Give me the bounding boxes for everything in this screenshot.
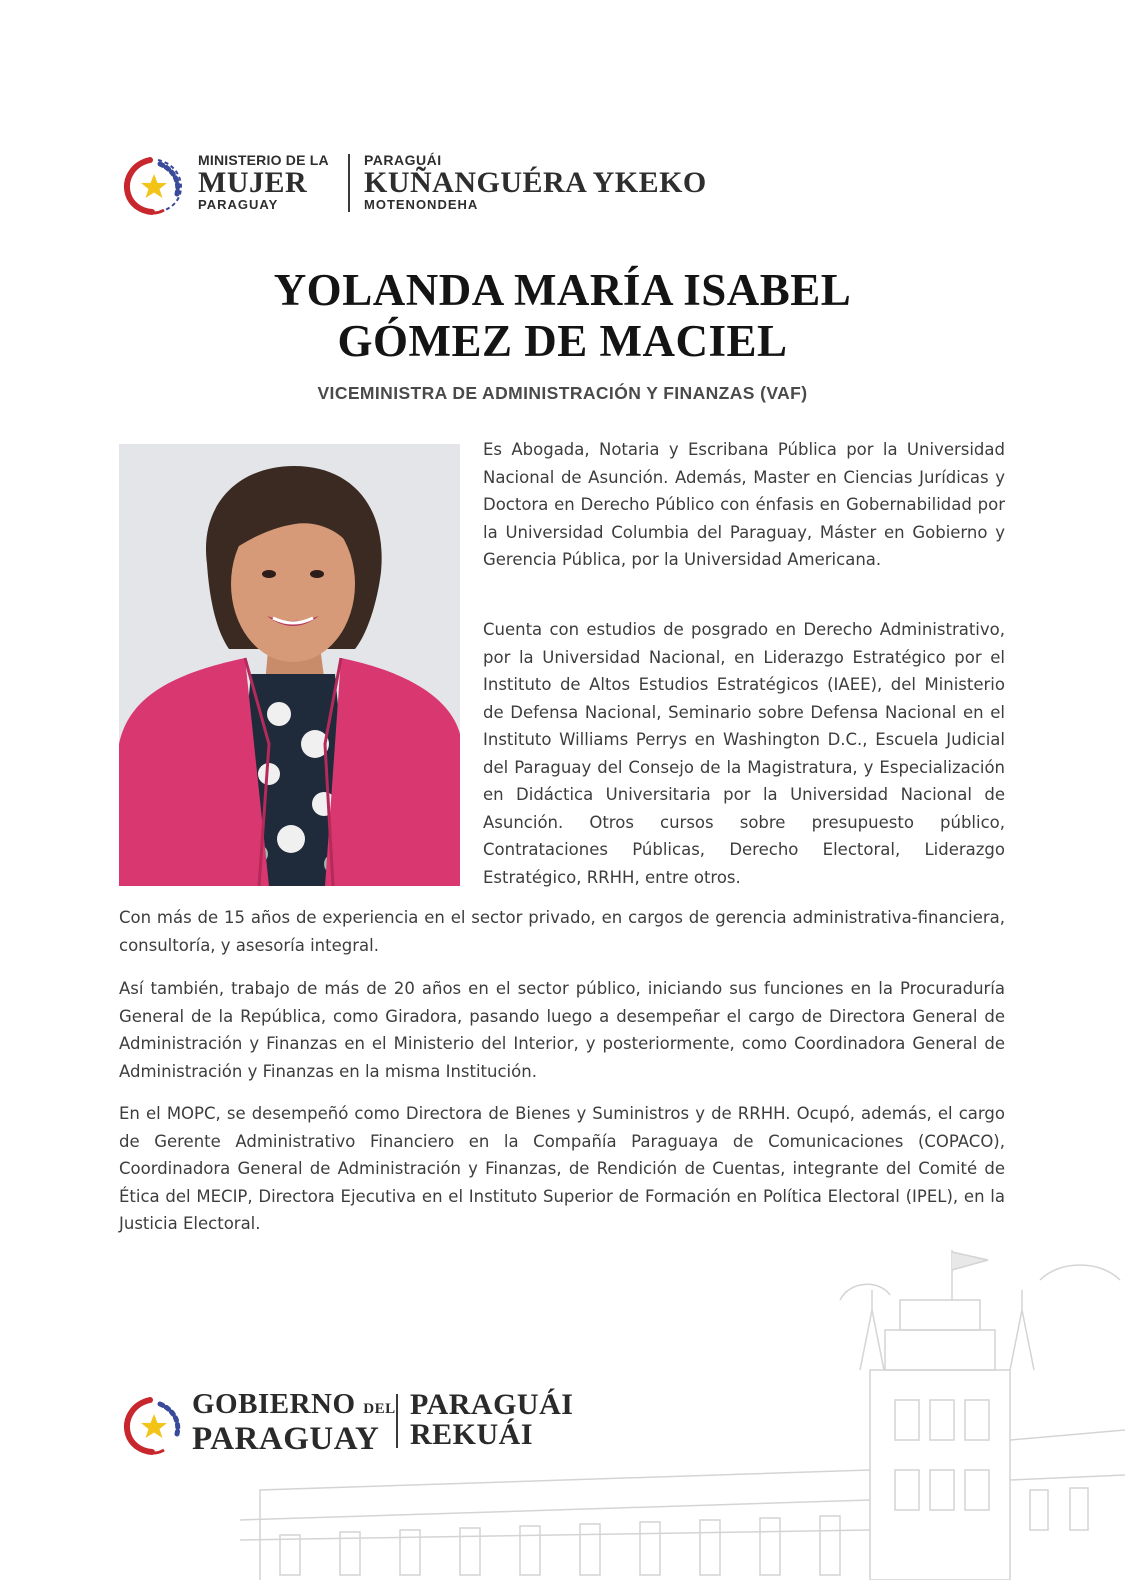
bio-paragraph-5: En el MOPC, se desempeñó como Directora de Bienes y Suministros y de RRHH. Ocupó, además, el cargo de Gerente Administrativo Financiero en la Compañía Paraguaya de Comunicaciones (COPACO), Coordinadora General de Administración y Finanzas, de Rendición de Cuentas, integrante del Comité de Ética del MECIP, Directora Ejecutiva en el Instituto Superior de Formación en Política Electoral (IPEL), en la Justicia Electoral.: [119, 1104, 1005, 1233]
person-role: VICEMINISTRA DE ADMINISTRACIÓN Y FINANZAS (VAF): [317, 383, 808, 403]
guarani-line-2: KUÑANGUÉRA YKEKO: [364, 166, 707, 199]
ministry-line-1: MINISTERIO DE LA: [198, 152, 329, 168]
paraguai-text: PARAGUÁI: [410, 1388, 574, 1421]
footer-logo-divider: [396, 1394, 398, 1448]
guarani-line-1: PARAGUÁI: [364, 152, 442, 168]
bio-paragraph-1: Es Abogada, Notaria y Escribana Pública por la Universidad Nacional de Asunción. Además, Master en Ciencias Jurídicas y Doctora en Derecho Público con énfasis en Gobernabilidad por la Universidad Columbia del Paraguay, Máster en Gobierno y Gerencia Pública, por la Universidad Americana.: [483, 440, 1005, 569]
person-name: [0, 265, 1125, 367]
bio-paragraph-2: Cuenta con estudios de posgrado en Derecho Administrativo, por la Universidad Nacional, en Liderazgo Estratégico por el Instituto de Altos Estudios Estratégicos (IAEE), del Ministerio de Defensa Nacional, Seminario sobre Defensa Nacional en el Instituto Williams Perrys en Washington D.C., Escuela Judicial del Paraguay del Consejo de la Magistratura, y Especialización en Didáctica Universitaria por la Universidad Nacional de Asunción. Otros cursos sobre presupuesto público, Contrataciones Públicas, Derecho Electoral, Liderazgo Estratégico, RRHH, entre otros.: [483, 620, 1005, 887]
gobierno-del-paraguay-logo: [120, 1390, 580, 1460]
bio-paragraph-4: Así también, trabajo de más de 20 años en el sector público, iniciando sus funciones en la Procuraduría General de la República, como Giradora, pasando luego a desempeñar el cargo de Directora General de Administración y Finanzas en el Ministerio del Interior, y posteriormente, como Coordinadora General de Administración y Finanzas en la misma Institución.: [119, 979, 1005, 1081]
paraguay-emblem-icon: [120, 154, 188, 216]
person-name-line-2: GÓMEZ DE MACIEL: [337, 316, 788, 366]
portrait-illustration-icon: [119, 444, 460, 886]
paraguay-emblem-icon: [120, 1394, 188, 1456]
ministry-line-2: MUJER: [198, 166, 308, 199]
gobierno-text: GOBIERNO: [192, 1388, 356, 1420]
paraguay-text: PARAGUAY: [192, 1421, 380, 1457]
del-text: DEL: [363, 1401, 396, 1417]
guarani-line-3: MOTENONDEHA: [364, 197, 479, 212]
person-name-line-1: YOLANDA MARÍA ISABEL: [273, 265, 852, 315]
bio-paragraph-3: Con más de 15 años de experiencia en el sector privado, en cargos de gerencia administrativa-financiera, consultoría, y asesoría integral.: [119, 908, 1005, 955]
ministerio-de-la-mujer-logo: [120, 150, 740, 220]
ministry-line-3: PARAGUAY: [198, 197, 279, 212]
logo-divider: [348, 154, 350, 212]
rekuai-text: REKUÁI: [410, 1418, 534, 1451]
portrait-photo: [119, 444, 460, 886]
